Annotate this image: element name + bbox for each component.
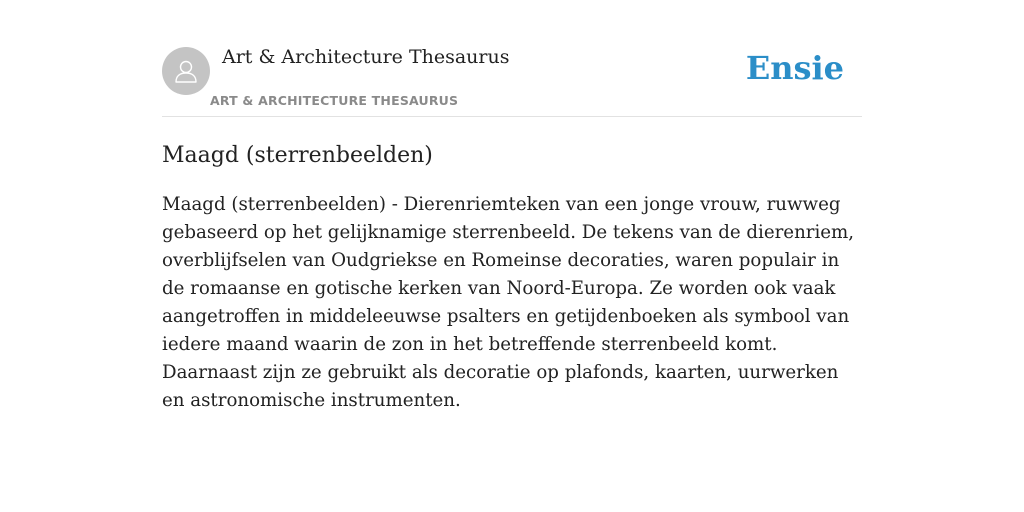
brand-logo[interactable]: Ensie <box>745 49 844 87</box>
entry-title: Maagd (sterrenbeelden) <box>162 143 433 168</box>
definition-card <box>162 40 862 415</box>
author-subtitle[interactable]: ART & ARCHITECTURE THESAURUS <box>210 93 459 108</box>
card-header <box>162 40 862 117</box>
avatar[interactable] <box>162 47 210 95</box>
entry-body: Maagd (sterrenbeelden) - Dierenriemteken van een jonge vrouw, ruwweg gebaseerd op het gelijknamige sterrenbeeld. De tekens van de dierenriem, overblijfselen van Oudgriekse en Romeinse decoraties, waren populair in de romaanse en gotische kerken van Noord-Europa. Ze worden ook vaak aangetroffen in middeleeuwse psalters en getijdenboeken als symbool van iedere maand waarin de zon in het betreffende sterrenbeeld komt. Daarnaast zijn ze gebruikt als decoratie op plafonds, kaarten, uurwerken en astronomische instrumenten. <box>162 194 855 411</box>
author-name[interactable]: Art & Architecture Thesaurus <box>222 46 510 68</box>
user-icon <box>172 57 200 85</box>
